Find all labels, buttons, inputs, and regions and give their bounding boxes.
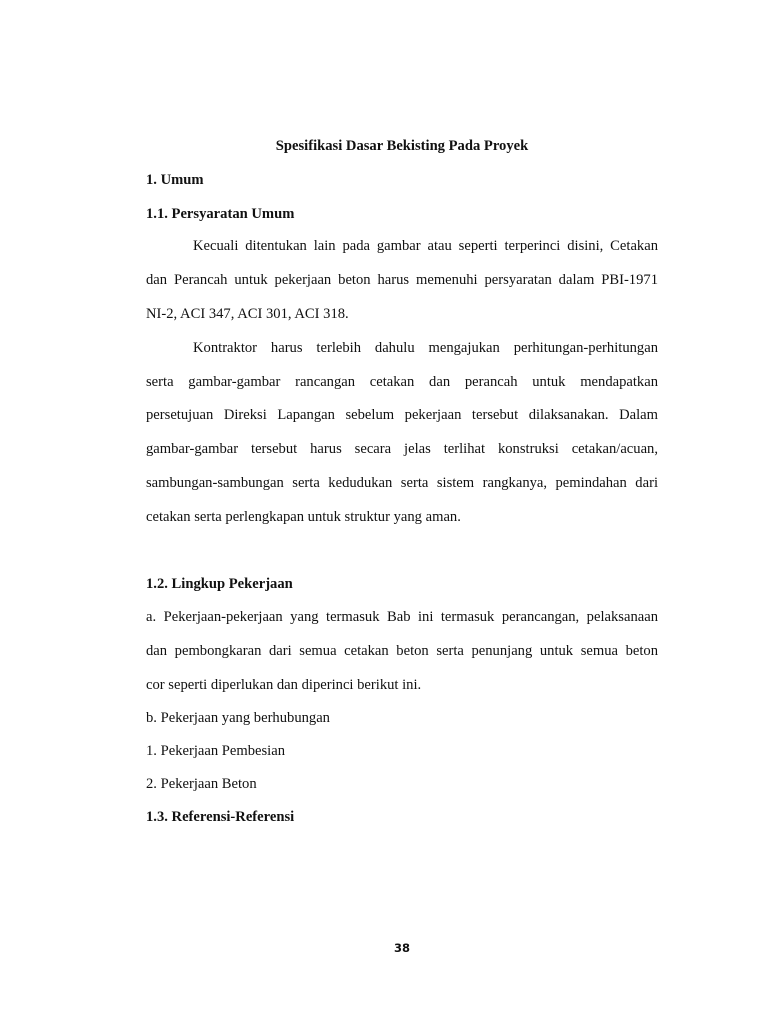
paragraph-line: serta gambar-gambar rancangan cetakan dan perancah untuk mendapatkan <box>146 374 658 390</box>
section-heading-lingkup-pekerjaan: 1.2. Lingkup Pekerjaan <box>146 576 293 592</box>
paragraph-line: dan pembongkaran dari semua cetakan beton serta penunjang untuk semua beton <box>146 643 658 659</box>
paragraph-line: Kecuali ditentukan lain pada gambar atau seperti terperinci disini, Cetakan <box>193 238 658 254</box>
paragraph-line: persetujuan Direksi Lapangan sebelum pekerjaan tersebut dilaksanakan. Dalam <box>146 407 658 423</box>
paragraph-line: dan Perancah untuk pekerjaan beton harus memenuhi persyaratan dalam PBI-1971 <box>146 272 658 288</box>
list-item: 1. Pekerjaan Pembesian <box>146 743 286 759</box>
section-heading-persyaratan-umum: 1.1. Persyaratan Umum <box>146 206 295 222</box>
paragraph-line: cetakan serta perlengkapan untuk struktur yang aman. <box>146 509 461 525</box>
section-heading-referensi: 1.3. Referensi-Referensi <box>146 809 295 825</box>
document-title: Spesifikasi Dasar Bekisting Pada Proyek <box>275 138 529 154</box>
paragraph-line: Kontraktor harus terlebih dahulu mengajukan perhitungan-perhitungan <box>193 340 658 356</box>
page-number: 38 <box>393 941 410 955</box>
section-heading-umum: 1. Umum <box>146 172 204 188</box>
list-item: b. Pekerjaan yang berhubungan <box>146 710 330 726</box>
paragraph-line: gambar-gambar tersebut harus secara jelas terlihat konstruksi cetakan/acuan, <box>146 441 658 457</box>
paragraph-line: NI-2, ACI 347, ACI 301, ACI 318. <box>146 306 349 322</box>
paragraph-line: cor seperti diperlukan dan diperinci berikut ini. <box>146 677 422 693</box>
paragraph-line: a. Pekerjaan-pekerjaan yang termasuk Bab ini termasuk perancangan, pelaksanaan <box>146 609 658 625</box>
list-item: 2. Pekerjaan Beton <box>146 776 257 792</box>
paragraph-line: sambungan-sambungan serta kedudukan serta sistem rangkanya, pemindahan dari <box>146 475 658 491</box>
